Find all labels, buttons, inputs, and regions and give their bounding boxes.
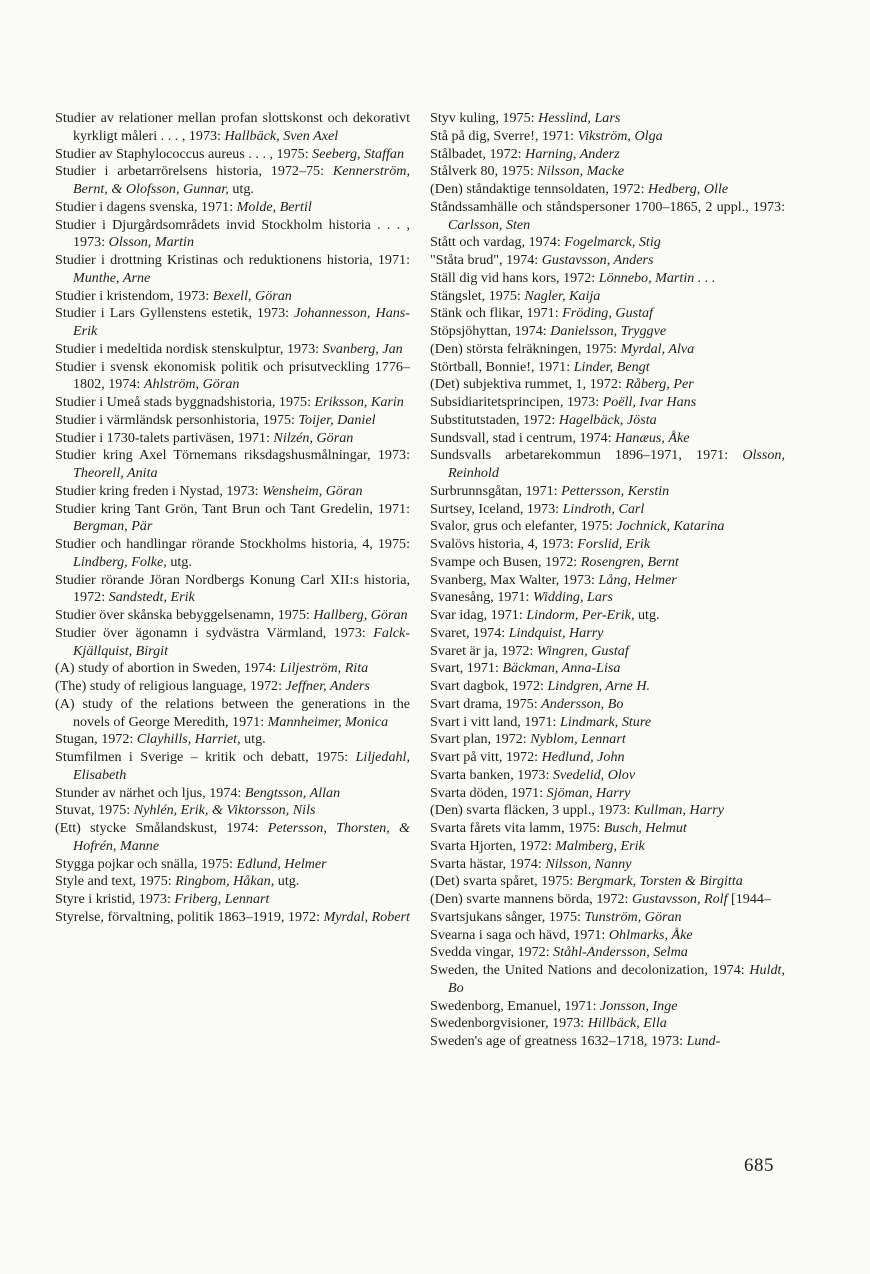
index-entry	[430, 820, 785, 838]
entry-author: Lönnebo, Martin . . .	[598, 269, 716, 286]
entry-title: Stått och vardag, 1974:	[430, 234, 561, 251]
entry-author: Seeberg, Staffan	[312, 145, 405, 162]
entry-author: Hanæus, Åke	[615, 429, 690, 446]
index-entry	[430, 749, 785, 767]
index-entry	[430, 501, 785, 519]
index-entry	[430, 536, 785, 554]
entry-title: Svart på vitt, 1972:	[430, 749, 539, 765]
entry-title: (The) study of religious language, 1972:	[55, 678, 283, 694]
entry-title: Sweden, the United Nations and decolonization, 1974:	[430, 962, 745, 978]
entry-author: Bexell, Göran	[212, 287, 292, 304]
entry-title: Svart dagbok, 1972:	[430, 678, 544, 694]
entry-suffix: utg.	[232, 181, 254, 197]
entry-author: Friberg, Lennart	[174, 891, 270, 907]
index-entry	[55, 802, 410, 820]
page-number: 685	[744, 1155, 774, 1176]
index-entry	[430, 252, 785, 270]
entry-author: Lång, Helmer	[598, 571, 677, 588]
entry-title: Studier i arbetarrörelsens historia, 1972–75:	[55, 163, 325, 180]
index-entry	[430, 856, 785, 874]
entry-author: Hillbäck, Ella	[587, 1015, 667, 1032]
entry-author: Bergmark, Torsten & Birgitta	[576, 873, 743, 890]
entry-suffix: utg.	[244, 731, 266, 748]
index-entry	[55, 394, 410, 412]
entry-title: (Det) svarta spåret, 1975:	[430, 873, 574, 890]
index-entry	[55, 625, 410, 661]
entry-title: Surbrunnsgåtan, 1971:	[430, 482, 558, 499]
index-entry	[430, 927, 785, 945]
entry-title: Stumfilmen i Sverige – kritik och debatt, 1975:	[55, 749, 349, 765]
entry-author: Widding, Lars	[532, 589, 613, 606]
entry-author: Clayhills, Harriet,	[136, 731, 241, 748]
entry-author: Bergman, Pär	[73, 518, 153, 535]
index-entry	[430, 234, 785, 252]
entry-author: Wensheim, Göran	[262, 482, 363, 499]
entry-title: Stugan, 1972:	[55, 731, 134, 748]
entry-title: (Ett) stycke Smålandskust, 1974:	[55, 820, 259, 836]
index-entry	[55, 447, 410, 483]
entry-title: Studier i dagens svenska, 1971:	[55, 198, 234, 215]
index-entry	[430, 323, 785, 341]
index-entry	[55, 359, 410, 395]
entry-title: Svaret, 1974:	[430, 624, 506, 641]
entry-title: Studier och handlingar rörande Stockholms historia, 4, 1975:	[55, 536, 410, 552]
entry-title: Svalor, grus och elefanter, 1975:	[430, 518, 613, 535]
entry-author: Liljeström, Rita	[279, 660, 369, 677]
entry-title: Stängslet, 1975:	[430, 287, 521, 304]
entry-title: Störtball, Bonnie!, 1971:	[430, 358, 571, 375]
index-entry	[430, 1033, 785, 1051]
entry-title: Ställ dig vid hans kors, 1972:	[430, 269, 596, 286]
entry-author: Hedberg, Olle	[648, 181, 729, 197]
entry-title: Svart, 1971:	[430, 660, 499, 677]
entry-author: Nilzén, Göran	[273, 429, 354, 446]
entry-suffix: [1944–	[731, 891, 771, 907]
entry-author: Jeffner, Anders	[285, 678, 370, 694]
index-entry	[430, 270, 785, 288]
index-entry	[430, 146, 785, 164]
index-entry	[430, 998, 785, 1016]
entry-author: Poëll, Ivar Hans	[602, 394, 697, 410]
index-entry	[55, 430, 410, 448]
entry-author: Liljedahl, Elisabeth	[73, 749, 410, 783]
entry-title: Svart i vitt land, 1971:	[430, 713, 557, 730]
entry-author: Tunström, Göran	[584, 908, 682, 925]
entry-author: Ohlmarks, Åke	[608, 926, 693, 943]
entry-author: Ahlström, Göran	[143, 376, 240, 393]
entry-title: Svarta banken, 1973:	[430, 766, 550, 783]
entry-author: Nilsson, Nanny	[545, 855, 632, 872]
index-entry	[55, 856, 410, 874]
entry-author: Hedlund, John	[541, 749, 625, 765]
entry-author: Olsson, Martin	[108, 234, 194, 251]
entry-title: Svarta hästar, 1974:	[430, 855, 542, 872]
entry-title: Sweden's age of greatness 1632–1718, 1973:	[430, 1033, 684, 1049]
entry-author: Lindberg, Folke,	[73, 553, 167, 570]
entry-title: (Den) svarta fläcken, 3 uppl., 1973:	[430, 802, 631, 819]
index-entry	[55, 163, 410, 199]
entry-title: Surtsey, Iceland, 1973:	[430, 500, 560, 517]
index-entry	[430, 288, 785, 306]
entry-title: Stöpsjöhyttan, 1974:	[430, 323, 547, 339]
entry-title: Svar idag, 1971:	[430, 607, 523, 623]
entry-title: Studier i 1730-talets partiväsen, 1971:	[55, 429, 270, 446]
index-entry	[430, 376, 785, 394]
index-entry	[430, 163, 785, 181]
index-entry	[55, 678, 410, 696]
entry-title: Svarta döden, 1971:	[430, 784, 544, 801]
entry-suffix: utg.	[638, 607, 660, 623]
index-entry	[430, 607, 785, 625]
entry-author: Gustavsson, Anders	[541, 252, 654, 268]
entry-author: Mannheimer, Monica	[267, 713, 389, 730]
entry-author: Toijer, Daniel	[298, 411, 376, 428]
entry-author: Nilsson, Macke	[537, 163, 625, 180]
entry-title: Ståndssamhälle och ståndspersoner 1700–1865, 2 uppl., 1973:	[430, 198, 785, 215]
index-entry	[430, 341, 785, 359]
entry-author: Gustavsson, Rolf	[631, 891, 728, 907]
index-entry	[55, 785, 410, 803]
index-entry	[430, 838, 785, 856]
entry-title: Stå på dig, Sverre!, 1971:	[430, 127, 575, 144]
entry-title: Studier rörande Jöran Nordbergs Konung Carl XII:s historia, 1972:	[55, 571, 410, 606]
index-entry	[55, 110, 410, 146]
entry-title: Studier kring Tant Grön, Tant Brun och Tant Gredelin, 1971:	[55, 500, 410, 517]
entry-title: Svaret är ja, 1972:	[430, 642, 534, 659]
entry-title: Svartsjukans sånger, 1975:	[430, 908, 581, 925]
entry-title: Studier i drottning Kristinas och reduktionens historia, 1971:	[55, 252, 410, 268]
entry-suffix: utg.	[170, 553, 192, 570]
index-entry	[430, 589, 785, 607]
index-entry	[430, 128, 785, 146]
entry-author: Danielsson, Tryggve	[550, 323, 667, 339]
index-entry	[430, 962, 785, 998]
entry-author: Svanberg, Jan	[322, 340, 403, 357]
entry-author: Falck-Kjällquist, Birgit	[73, 624, 410, 659]
index-entry	[430, 891, 785, 909]
entry-title: Styre i kristid, 1973:	[55, 891, 171, 907]
index-entry	[430, 731, 785, 749]
entry-author: Kennerström, Bernt, & Olofsson, Gunnar,	[73, 163, 410, 197]
entry-title: Studier i svensk ekonomisk politik och prisutveckling 1776–1802, 1974:	[55, 358, 410, 393]
index-entry	[430, 518, 785, 536]
entry-author: Eriksson, Karin	[314, 394, 404, 410]
left-column	[55, 110, 410, 927]
index-entry	[55, 749, 410, 785]
index-entry	[55, 146, 410, 164]
entry-author: Nyhlén, Erik, & Viktorsson, Nils	[133, 802, 316, 819]
index-entry	[55, 252, 410, 288]
entry-author: Lund-	[686, 1033, 721, 1049]
entry-title: (Den) ståndaktige tennsoldaten, 1972:	[430, 181, 645, 197]
index-entry	[430, 643, 785, 661]
entry-title: Studier i värmländsk personhistoria, 1975:	[55, 411, 295, 428]
entry-title: Styrelse, förvaltning, politik 1863–1919, 1972:	[55, 908, 321, 925]
entry-author: Lindorm, Per-Erik,	[526, 607, 635, 623]
entry-author: Edlund, Helmer	[236, 855, 327, 872]
index-entry	[430, 678, 785, 696]
entry-title: Subsidiaritetsprincipen, 1973:	[430, 394, 600, 410]
entry-author: Ringbom, Håkan,	[175, 873, 275, 890]
entry-author: Myrdal, Robert	[323, 908, 410, 925]
index-entry	[430, 909, 785, 927]
index-entry	[55, 501, 410, 537]
entry-title: Svalövs historia, 4, 1973:	[430, 536, 574, 552]
index-entry	[430, 873, 785, 891]
index-entry	[55, 820, 410, 856]
entry-author: Petersson, Thorsten, & Hofrén, Manne	[73, 820, 410, 854]
entry-title: Studier i Umeå stads byggnadshistoria, 1975:	[55, 394, 312, 410]
entry-title: Svarta fårets vita lamm, 1975:	[430, 820, 601, 836]
entry-title: Swedenborgvisioner, 1973:	[430, 1015, 585, 1032]
entry-author: Sjöman, Harry	[546, 784, 631, 801]
index-entry	[55, 891, 410, 909]
index-entry	[430, 412, 785, 430]
entry-author: Malmberg, Erik	[555, 837, 645, 854]
index-entry	[430, 802, 785, 820]
entry-author: Wingren, Gustaf	[536, 642, 629, 659]
index-entry	[430, 394, 785, 412]
entry-author: Pettersson, Kerstin	[561, 482, 670, 499]
entry-title: Substitutstaden, 1972:	[430, 411, 556, 428]
entry-suffix: utg.	[277, 873, 300, 890]
index-entry	[55, 305, 410, 341]
entry-author: Theorell, Anita	[73, 465, 158, 481]
entry-author: Olsson, Reinhold	[448, 447, 785, 481]
entry-title: Sundsvall, stad i centrum, 1974:	[430, 429, 612, 446]
entry-title: Svart drama, 1975:	[430, 695, 538, 712]
entry-title: (Den) svarte mannens börda, 1972:	[430, 891, 629, 907]
entry-title: Studier i Lars Gyllenstens estetik, 1973:	[55, 305, 290, 322]
index-entry	[430, 767, 785, 785]
entry-author: Sandstedt, Erik	[108, 589, 195, 606]
entry-title: Studier kring freden i Nystad, 1973:	[55, 482, 259, 499]
entry-title: Studier över skånska bebyggelsenamn, 1975:	[55, 607, 310, 623]
index-entry	[55, 199, 410, 217]
entry-title: Studier i Djurgårdsområdets invid Stockholm historia . . . , 1973:	[55, 216, 410, 251]
entry-author: Linder, Bengt	[573, 358, 650, 375]
entry-title: Studier av relationer mellan profan slottskonst och dekorativt kyrkligt måleri . . . , 1973:	[55, 110, 410, 144]
entry-title: Sundsvalls arbetarekommun 1896–1971, 1971:	[430, 447, 729, 464]
entry-author: Hallberg, Göran	[313, 607, 408, 623]
entry-title: Swedenborg, Emanuel, 1971:	[430, 997, 597, 1014]
entry-title: Svearna i saga och hävd, 1971:	[430, 926, 606, 943]
entry-author: Hallbäck, Sven Axel	[224, 127, 339, 144]
entry-author: Harning, Anderz	[525, 145, 620, 162]
index-entry	[430, 572, 785, 590]
entry-author: Carlsson, Sten	[448, 216, 531, 233]
index-entry	[55, 731, 410, 749]
index-entry	[430, 785, 785, 803]
entry-title: Style and text, 1975:	[55, 873, 172, 890]
entry-title: Stuvat, 1975:	[55, 802, 131, 819]
entry-title: Studier över ägonamn i sydvästra Värmland, 1973:	[55, 624, 366, 641]
entry-author: Forslid, Erik	[577, 536, 651, 552]
index-entry	[430, 660, 785, 678]
entry-author: Fogelmarck, Stig	[564, 234, 661, 251]
entry-author: Rosengren, Bernt	[580, 553, 679, 570]
entry-author: Munthe, Arne	[73, 269, 151, 286]
index-entry	[430, 110, 785, 128]
index-entry	[430, 359, 785, 377]
index-entry	[430, 944, 785, 962]
entry-author: Jonsson, Inge	[600, 997, 678, 1014]
entry-author: Svedelid, Olov	[552, 766, 636, 783]
index-entry	[55, 536, 410, 572]
entry-title: Svanesång, 1971:	[430, 589, 530, 606]
entry-author: Hagelbäck, Jösta	[558, 411, 657, 428]
index-entry	[55, 288, 410, 306]
entry-author: Jochnick, Katarina	[616, 518, 725, 535]
index-entry	[430, 554, 785, 572]
entry-author: Lindgren, Arne H.	[547, 678, 651, 694]
index-entry	[55, 483, 410, 501]
index-entry	[55, 660, 410, 678]
entry-author: Lindmark, Sture	[559, 713, 652, 730]
entry-author: Ståhl-Andersson, Selma	[553, 944, 688, 961]
entry-author: Råberg, Per	[625, 376, 694, 393]
entry-title: Svampe och Busen, 1972:	[430, 553, 578, 570]
index-entry	[55, 341, 410, 359]
index-entry	[430, 430, 785, 448]
index-entry	[430, 696, 785, 714]
entry-title: (A) study of abortion in Sweden, 1974:	[55, 660, 277, 677]
entry-author: Myrdal, Alva	[620, 340, 695, 357]
entry-title: "Ståta brud", 1974:	[430, 252, 539, 268]
entry-author: Kullman, Harry	[633, 802, 724, 819]
entry-author: Busch, Helmut	[603, 820, 687, 836]
entry-title: Stygga pojkar och snälla, 1975:	[55, 855, 234, 872]
entry-title: Studier av Staphylococcus aureus . . . , 1975:	[55, 145, 309, 162]
entry-title: (Det) subjektiva rummet, 1, 1972:	[430, 376, 622, 393]
entry-author: Andersson, Bo	[541, 695, 624, 712]
entry-title: Studier i kristendom, 1973:	[55, 287, 210, 304]
entry-author: Bäckman, Anna-Lisa	[502, 660, 621, 677]
entry-author: Molde, Bertil	[236, 198, 312, 215]
index-entry	[430, 447, 785, 483]
index-entry	[55, 217, 410, 253]
entry-title: Svarta Hjorten, 1972:	[430, 837, 552, 854]
entry-author: Bengtsson, Allan	[244, 784, 341, 801]
entry-title: (Den) största felräkningen, 1975:	[430, 340, 618, 357]
index-entry	[55, 909, 410, 927]
index-entry	[430, 199, 785, 235]
entry-title: Stunder av närhet och ljus, 1974:	[55, 784, 242, 801]
entry-title: Stänk och flikar, 1971:	[430, 305, 559, 322]
index-entry	[55, 572, 410, 608]
entry-author: Fröding, Gustaf	[562, 305, 653, 322]
index-entry	[430, 625, 785, 643]
entry-title: Svart plan, 1972:	[430, 731, 527, 748]
entry-title: (A) study of the relations between the generations in the novels of George Meredith, 1971:	[55, 695, 410, 730]
index-entry	[430, 714, 785, 732]
entry-author: Lindquist, Harry	[508, 624, 604, 641]
entry-author: Lindroth, Carl	[562, 500, 645, 517]
entry-author: Nyblom, Lennart	[530, 731, 626, 748]
right-column	[430, 110, 785, 1051]
entry-title: Svanberg, Max Walter, 1973:	[430, 571, 595, 588]
entry-title: Studier kring Axel Törnemans riksdagshusmålningar, 1973:	[55, 447, 410, 464]
index-entry	[430, 483, 785, 501]
index-entry	[55, 412, 410, 430]
index-entry	[55, 873, 410, 891]
entry-author: Vikström, Olga	[577, 127, 663, 144]
entry-author: Johannesson, Hans-Erik	[73, 305, 410, 339]
index-entry	[430, 305, 785, 323]
index-entry	[430, 181, 785, 199]
entry-title: Stålbadet, 1972:	[430, 145, 522, 162]
entry-title: Svedda vingar, 1972:	[430, 944, 550, 961]
entry-title: Styv kuling, 1975:	[430, 110, 535, 126]
index-entry	[55, 607, 410, 625]
index-entry	[430, 1015, 785, 1033]
entry-author: Hesslind, Lars	[538, 110, 621, 126]
entry-author: Huldt, Bo	[448, 962, 785, 996]
entry-title: Stålverk 80, 1975:	[430, 163, 534, 180]
index-entry	[55, 696, 410, 732]
entry-author: Nagler, Kaija	[524, 287, 601, 304]
entry-title: Studier i medeltida nordisk stenskulptur, 1973:	[55, 340, 320, 357]
